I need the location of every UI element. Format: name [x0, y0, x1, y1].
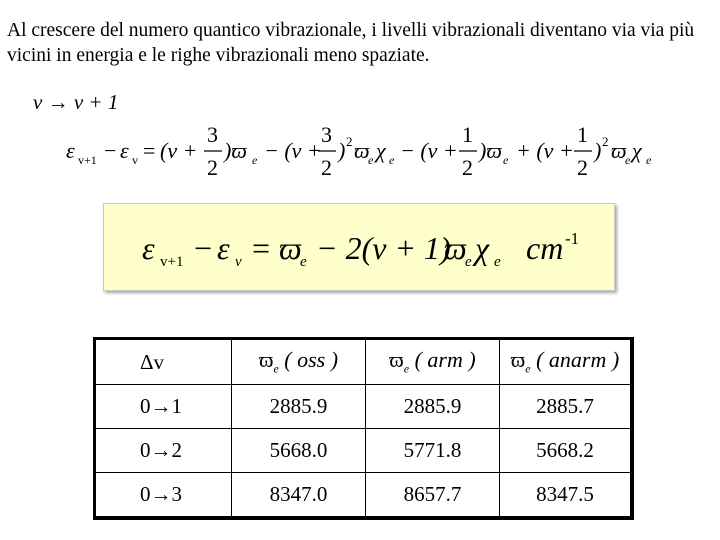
key-middle: − 2(v + 1) [316, 230, 451, 266]
col-header-anarm-symbol: ϖ [510, 347, 526, 373]
eq-term4-chi: χ [632, 138, 642, 163]
eq-eps-b-sub: v [132, 153, 138, 167]
vibration-table [93, 337, 634, 520]
table-row [96, 473, 631, 517]
key-chi-sub: e [494, 254, 501, 270]
col-header-arm-sub: e [403, 361, 410, 376]
key-equation-box [103, 203, 615, 291]
eq-term4-omega: ϖ [611, 138, 627, 163]
eq-term4-den: 2 [577, 155, 588, 180]
eq-term1-den: 2 [207, 155, 218, 180]
col-header-anarm-sub: e [525, 361, 531, 376]
key-equals: = [252, 230, 271, 266]
col-header-anarm [500, 340, 631, 385]
eq-equals: = [143, 138, 156, 163]
general-equation [66, 124, 666, 180]
cell-arm: 5771.8 [366, 429, 500, 473]
eq-term1-num: 3 [207, 124, 218, 147]
eq-term1-sub: e [252, 153, 258, 167]
key-chi: χ [475, 230, 490, 266]
col-header-arm [366, 340, 500, 385]
row-transition: 0→3 [96, 473, 232, 517]
key-omega-sub: e [300, 254, 307, 270]
eq-term2-close: ) [338, 138, 346, 163]
col-header-delta-v-text: Δv [140, 349, 165, 374]
eq-term4-close: ) [594, 138, 602, 163]
cell-anarm: 8347.5 [500, 473, 631, 517]
eq-term1-close: )ϖ [224, 138, 247, 163]
col-header-anarm-label: ( anarm ) [536, 347, 620, 373]
eq-term2-num: 3 [321, 124, 332, 147]
row-transition: 0→1 [96, 385, 232, 429]
eq-minus: − [104, 138, 117, 163]
key-omega: ϖ [279, 230, 302, 266]
key-eps-b-sub: v [235, 254, 242, 270]
eq-term2-omega-sub: e [368, 153, 374, 167]
eq-term4-chi-sub: e [646, 153, 652, 167]
key-eps-b: ε [217, 230, 230, 266]
col-header-arm-label: ( arm ) [414, 347, 476, 373]
eq-term4-num: 1 [577, 124, 588, 147]
transition-to: v + 1 [73, 90, 119, 114]
eq-term2-omega: ϖ [354, 138, 370, 163]
key-omega2-sub: e [465, 254, 472, 270]
eq-term1-open: (v + [160, 138, 198, 163]
eq-term3-num: 1 [462, 124, 473, 147]
eq-eps-a-sub: v+1 [78, 153, 97, 167]
key-eps-a: ε [142, 230, 155, 266]
eq-term3-open: − (v + [400, 138, 458, 163]
key-equation [104, 204, 616, 292]
eq-term3-close: )ϖ [479, 138, 502, 163]
col-header-arm-symbol: ϖ [389, 347, 404, 373]
col-header-delta-v [96, 340, 232, 385]
cell-anarm: 5668.2 [500, 429, 631, 473]
col-header-oss [232, 340, 366, 385]
eq-term4-open: + (v + [516, 138, 574, 163]
key-omega2: ϖ [444, 230, 467, 266]
row-transition: 0→2 [96, 429, 232, 473]
key-minus: − [194, 230, 213, 266]
table-row [96, 385, 631, 429]
eq-term3-den: 2 [462, 155, 473, 180]
table-header-row [96, 340, 631, 385]
cell-oss: 2885.9 [232, 385, 366, 429]
col-header-oss-symbol: ϖ [258, 347, 274, 373]
eq-eps-a: ε [66, 138, 75, 163]
eq-term2-chi-sub: e [389, 153, 395, 167]
cell-oss: 8347.0 [232, 473, 366, 517]
cell-arm: 8657.7 [366, 473, 500, 517]
cell-oss: 5668.0 [232, 429, 366, 473]
key-unit: cm [526, 230, 564, 266]
eq-term2-chi: χ [376, 138, 386, 163]
key-unit-exp: -1 [565, 229, 580, 248]
table-row [96, 429, 631, 473]
transition-from: v [33, 90, 43, 114]
intro-paragraph: Al crescere del numero quantico vibrazionale, i livelli vibrazionali diventano via via più vicini in energia e le righe vibrazionali meno spaziate. [7, 20, 695, 66]
col-header-oss-sub: e [273, 361, 279, 376]
eq-term2-den: 2 [321, 155, 332, 180]
eq-term4-omega-sub: e [625, 153, 631, 167]
cell-arm: 2885.9 [366, 385, 500, 429]
key-eps-a-sub: v+1 [160, 254, 184, 270]
col-header-oss-label: ( oss ) [284, 347, 339, 373]
eq-term3-sub: e [503, 153, 509, 167]
eq-term4-exp: 2 [602, 134, 609, 149]
cell-anarm: 2885.7 [500, 385, 631, 429]
eq-term2-exp: 2 [346, 134, 353, 149]
eq-eps-b: ε [120, 138, 129, 163]
transition-label [33, 90, 118, 115]
eq-term2-open: − (v + [264, 138, 322, 163]
transition-arrow: → [47, 90, 69, 114]
